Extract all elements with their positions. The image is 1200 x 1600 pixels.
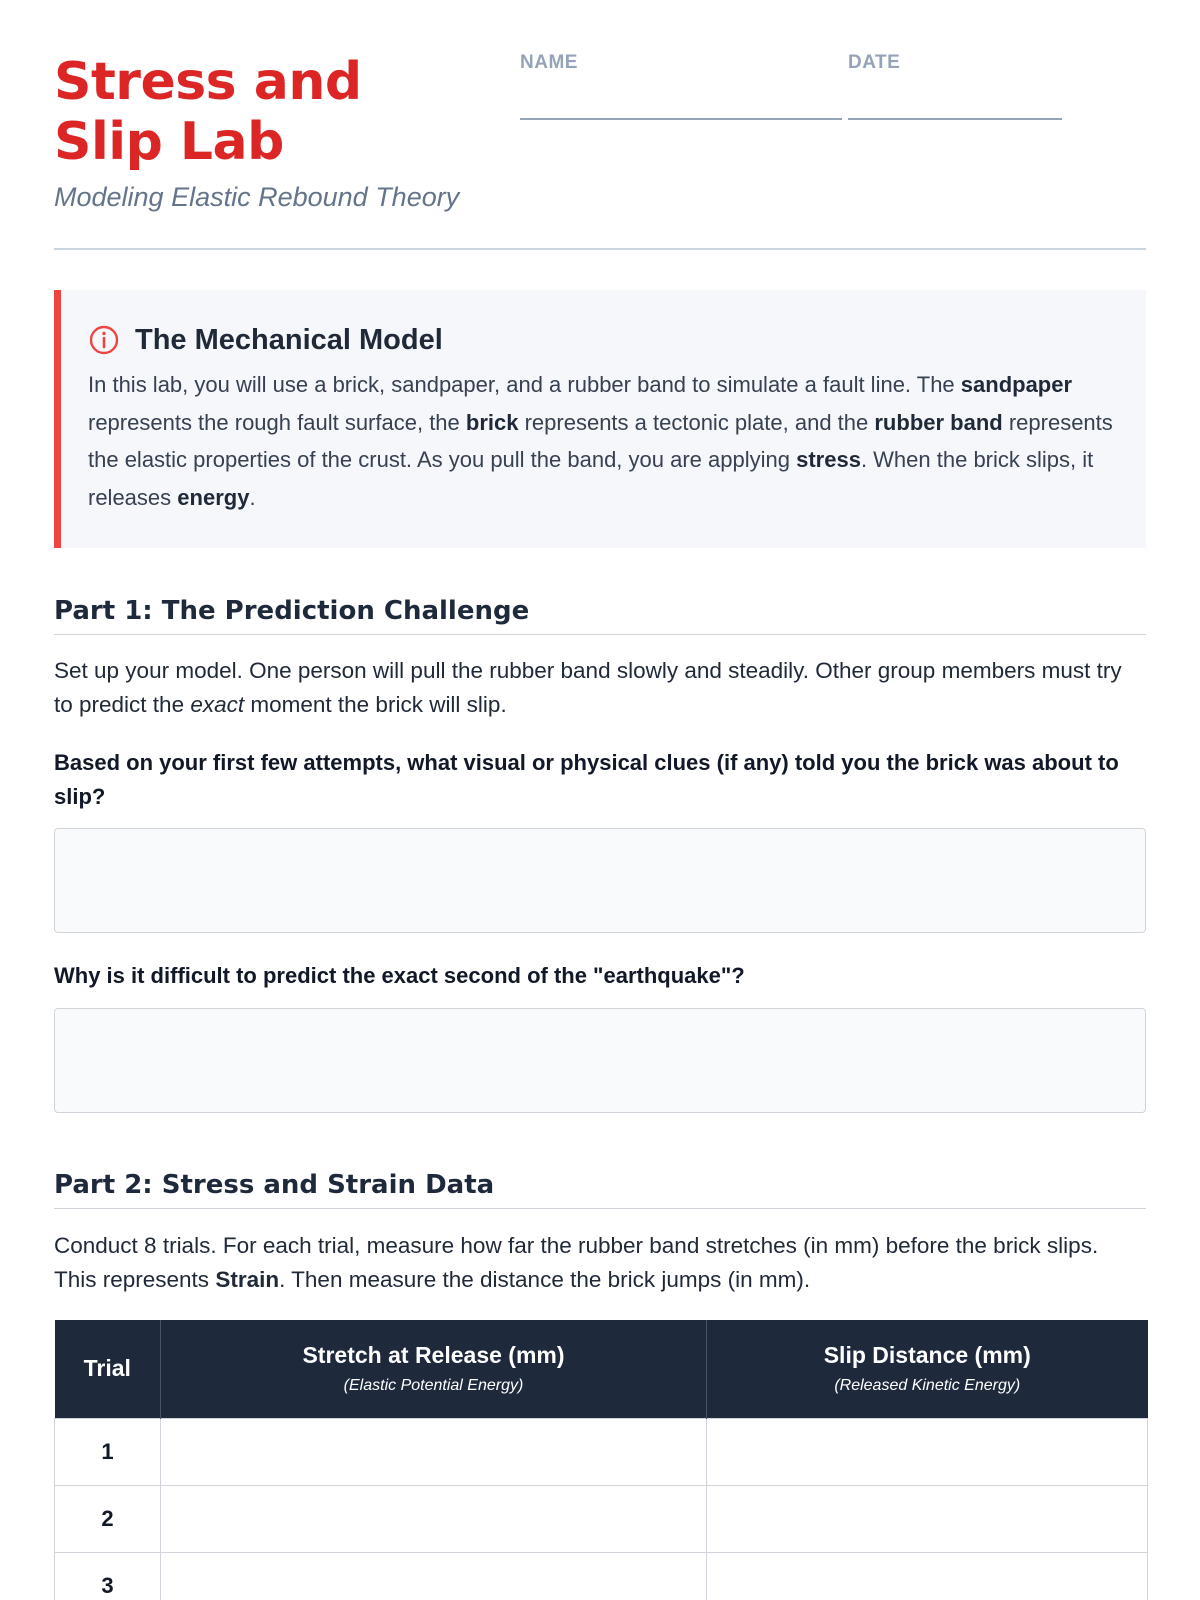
question-2: Why is it difficult to predict the exact second of the "earthquake"? [54, 963, 745, 988]
answer-box-1[interactable] [54, 828, 1146, 933]
stretch-cell[interactable] [161, 1418, 707, 1485]
callout-header [88, 318, 1114, 362]
question-1: Based on your first few attempts, what visual or physical clues (if any) told you the brick was about to slip? [54, 750, 1119, 809]
part2-title: Part 2: Stress and Strain Data [54, 1170, 1146, 1209]
answer-box-2[interactable] [54, 1008, 1146, 1113]
col-trial-header [55, 1320, 161, 1418]
stretch-cell[interactable] [161, 1485, 707, 1552]
col-stretch-sublabel: (Elastic Potential Energy) [343, 1377, 524, 1395]
name-line[interactable] [520, 118, 842, 120]
col-stretch-header [161, 1320, 707, 1418]
stretch-cell[interactable] [161, 1552, 707, 1600]
slip-cell[interactable] [707, 1552, 1148, 1600]
info-icon [88, 324, 120, 356]
page-subtitle: Modeling Elastic Rebound Theory [54, 182, 460, 212]
callout-body: In this lab, you will use a brick, sandpaper, and a rubber band to simulate a fault line. The sandpaper represents the rough fault surface, the brick represents a tectonic plate, and the rubber band represents the elastic properties of the crust. As you pull the band, you are applying stress. When the brick slips, it releases energy. [88, 372, 1113, 510]
col-slip-sublabel: (Released Kinetic Energy) [834, 1377, 1021, 1395]
slip-cell[interactable] [707, 1418, 1148, 1485]
part2-intro: Conduct 8 trials. For each trial, measure how far the rubber band stretches (in mm) before the brick slips. This represents Strain. Then measure the distance the brick jumps (in mm). [54, 1233, 1099, 1292]
mechanical-model-callout [54, 290, 1146, 548]
date-field[interactable] [848, 52, 1062, 74]
table-row [55, 1485, 1148, 1552]
trial-number: 2 [55, 1485, 161, 1552]
callout-title: The Mechanical Model [135, 323, 443, 356]
table-row [55, 1418, 1148, 1485]
data-table [54, 1320, 1148, 1600]
date-label: DATE [848, 52, 901, 73]
name-label: NAME [520, 52, 578, 73]
col-slip-label: Slip Distance (mm) [823, 1342, 1031, 1369]
name-field[interactable] [520, 52, 842, 74]
date-line[interactable] [848, 118, 1062, 120]
part1-title: Part 1: The Prediction Challenge [54, 596, 1146, 635]
slip-cell[interactable] [707, 1485, 1148, 1552]
col-trial-label: Trial [83, 1355, 131, 1382]
part1-intro: Set up your model. One person will pull the rubber band slowly and steadily. Other group members must try to predict the exact moment the brick will slip. [54, 658, 1122, 717]
table-row [55, 1552, 1148, 1600]
trial-number: 3 [55, 1552, 161, 1600]
col-stretch-label: Stretch at Release (mm) [302, 1342, 565, 1369]
page-title: Stress and Slip Lab [54, 52, 362, 172]
table-header-row [55, 1320, 1148, 1418]
worksheet-header [54, 0, 1146, 250]
col-slip-header [707, 1320, 1148, 1418]
trial-number: 1 [55, 1418, 161, 1485]
